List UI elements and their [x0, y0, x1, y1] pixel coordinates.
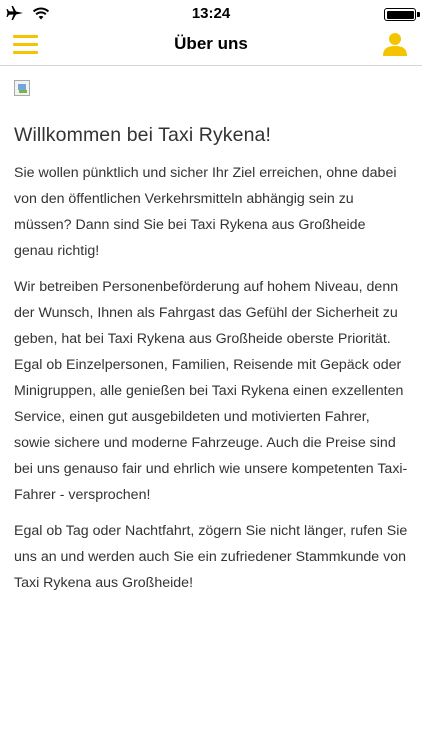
- welcome-heading: Willkommen bei Taxi Rykena!: [14, 124, 272, 146]
- user-icon[interactable]: [382, 31, 408, 57]
- main-content: [14, 80, 408, 596]
- intro-paragraph: Sie wollen pünktlich und sicher Ihr Ziel erreichen, ohne dabei von den öffentlichen Verkehrsmitteln abhängig sein zu müssen? Dann sind Sie bei Taxi Rykena aus Großheide genau richtig!: [14, 165, 397, 259]
- navigation-bar: [0, 28, 422, 66]
- status-bar: [0, 0, 422, 28]
- broken-image-icon: [14, 80, 30, 96]
- battery-icon: [384, 8, 416, 21]
- status-time: 13:24: [191, 5, 231, 22]
- battery-level: [387, 11, 414, 19]
- user-glyph: [382, 31, 408, 57]
- call-to-action-paragraph: Egal ob Tag oder Nachtfahrt, zögern Sie nicht länger, rufen Sie uns an und werden auch Sie ein zufriedener Stammkunde von Taxi Rykena aus Großheide!: [14, 523, 408, 591]
- service-paragraph: Wir betreiben Personenbeförderung auf hohem Niveau, denn der Wunsch, Ihnen als Fahrgast das Gefühl der Sicherheit zu geben, hat bei Taxi Rykena aus Großheide oberste Priorität. Egal ob Einzelpersonen, Familien, Reisende mit Gepäck oder Minigruppen, alle genießen bei Taxi Rykena einen exzellenten Service, einen gut ausgebildeten und motivierten Fahrer, sowie sichere und moderne Fahrzeuge. Auch die Preise sind bei uns genauso fair und ehrlich wie unsere kompetenten Taxi-Fahrer - versprochen!: [14, 279, 408, 503]
- page-title: Über uns: [174, 34, 248, 53]
- battery-cap: [417, 12, 420, 17]
